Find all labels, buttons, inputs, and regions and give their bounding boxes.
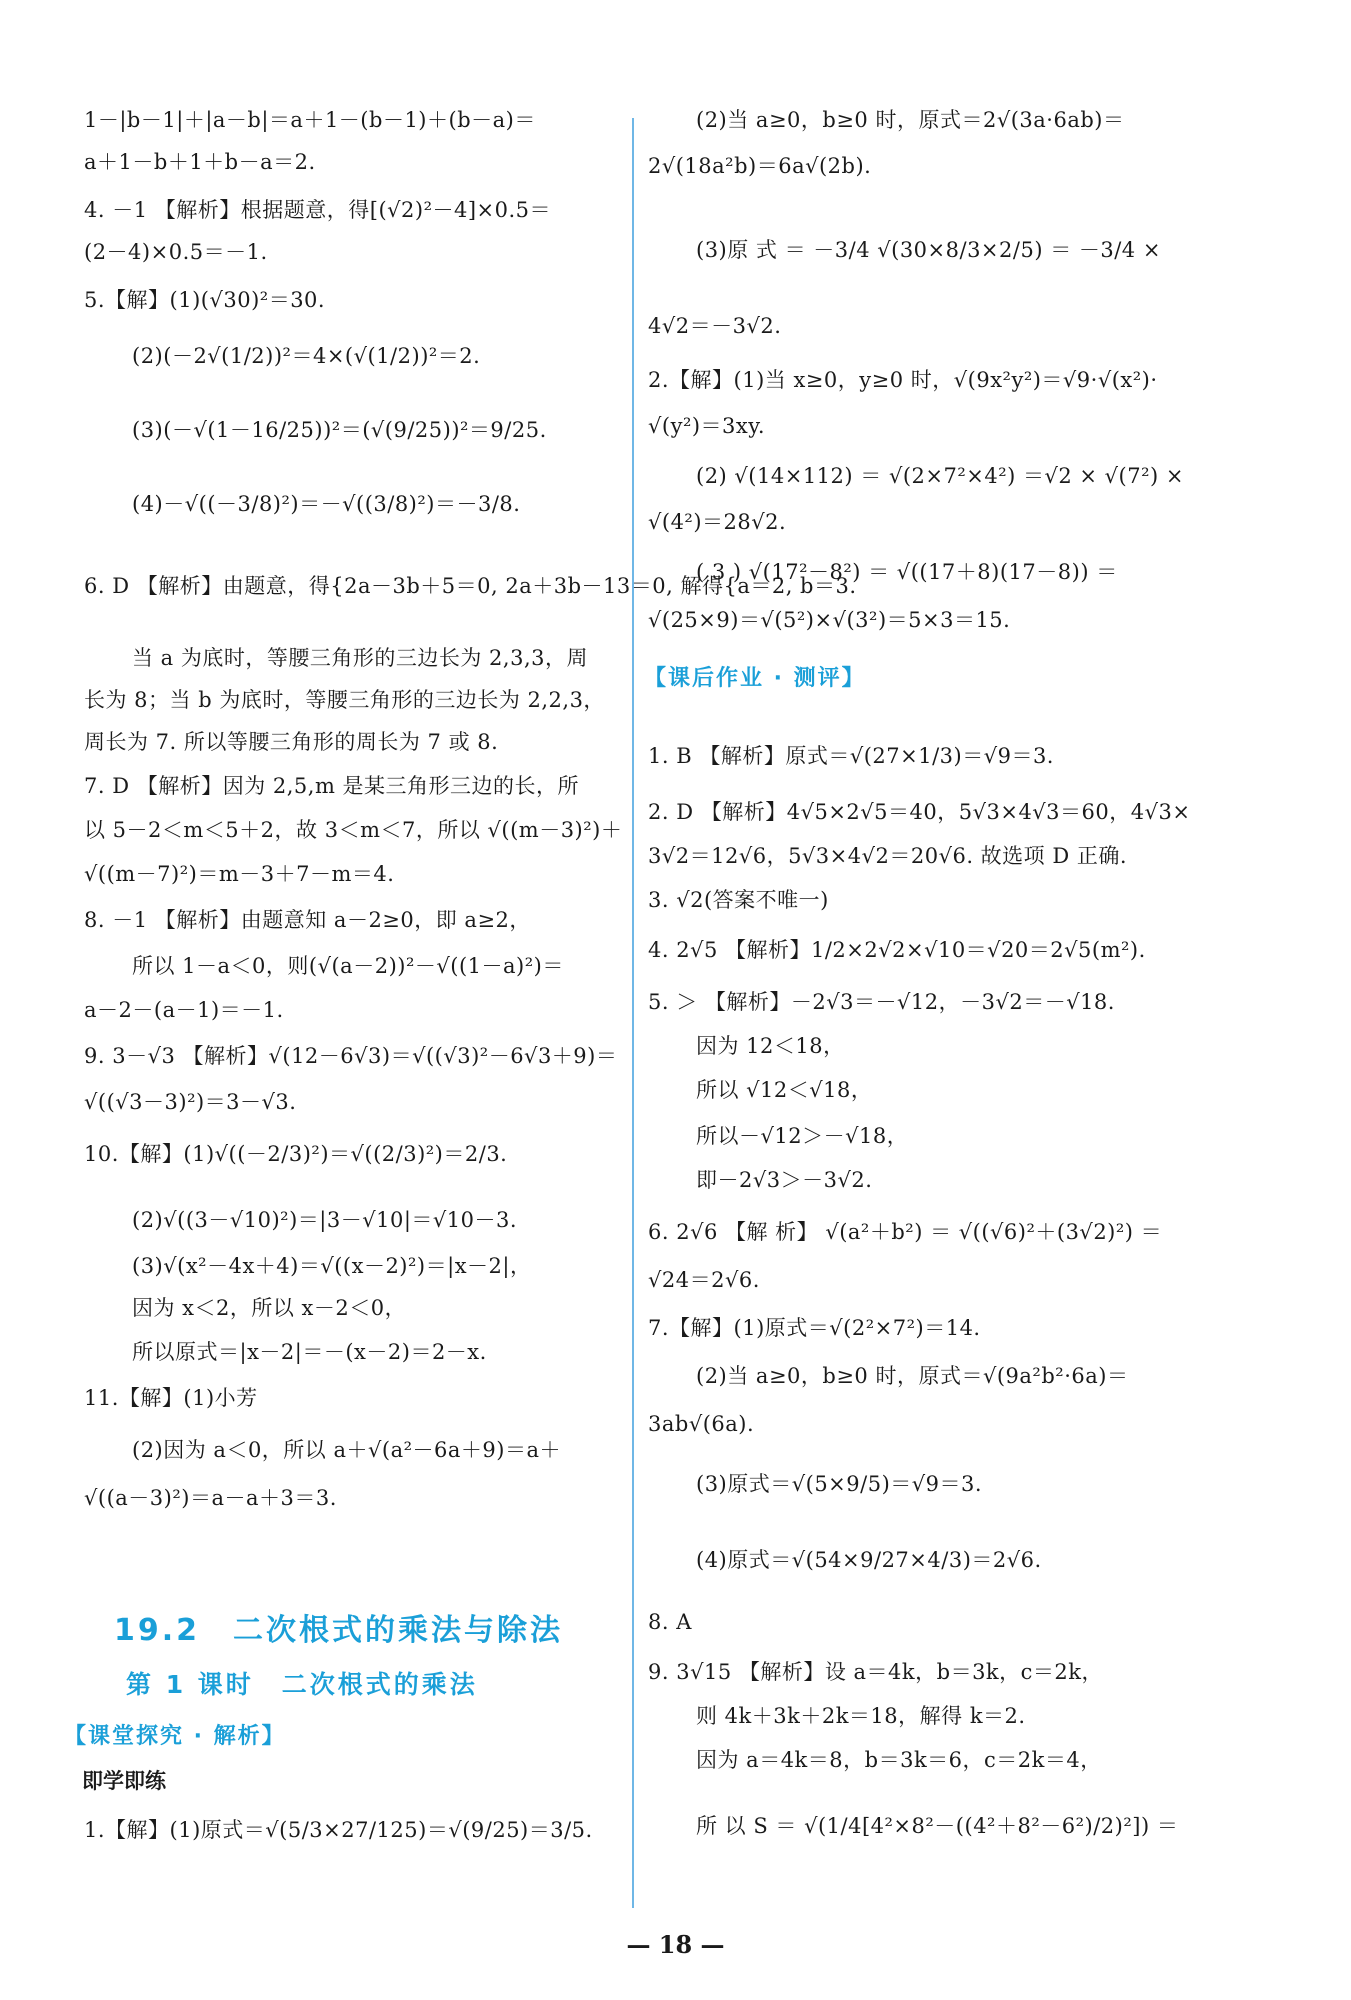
left-text-line: 周长为 7. 所以等腰三角形的周长为 7 或 8. — [84, 730, 499, 754]
right-text-line: 6. 2√6 【解 析】 √(a²＋b²) ＝ √((√6)²＋(3√2)²) ＝ — [648, 1220, 1163, 1244]
right-text-line: 4. 2√5 【解析】1/2×2√2×√10＝√20＝2√5(m²). — [648, 938, 1146, 962]
left-text-line: (4)－√((－3/8)²)＝－√((3/8)²)＝－3/8. — [132, 492, 521, 516]
right-text-line: 2. D 【解析】4√5×2√5＝40，5√3×4√3＝60，4√3× — [648, 800, 1191, 824]
left-text-line: √((m－7)²)＝m－3＋7－m＝4. — [84, 862, 395, 886]
lesson-heading: 第 1 课时 二次根式的乘法 — [126, 1670, 478, 1699]
left-text-line: (2)(－2√(1/2))²＝4×(√(1/2))²＝2. — [132, 344, 481, 368]
left-text-line: (2)因为 a＜0，所以 a＋√(a²－6a＋9)＝a＋ — [132, 1438, 561, 1462]
left-text-line: 所以 1－a＜0，则(√(a－2))²－√((1－a)²)＝ — [132, 954, 564, 978]
right-text-line: (2) √(14×112) ＝ √(2×7²×4²) ＝√2 × √(7²) × — [696, 464, 1184, 488]
left-text-line: (3)(－√(1－16/25))²＝(√(9/25))²＝9/25. — [132, 418, 547, 442]
right-text-line: (4)原式＝√(54×9/27×4/3)＝2√6. — [696, 1548, 1042, 1572]
right-text-line: 8. A — [648, 1610, 692, 1634]
left-text-line: 因为 x＜2，所以 x－2＜0， — [132, 1296, 407, 1320]
class-exploration-tag: 【课堂探究 · 解析】 — [64, 1724, 286, 1749]
right-text-line: 即－2√3＞－3√2. — [696, 1168, 873, 1192]
left-text-line: 以 5－2＜m＜5＋2，故 3＜m＜7，所以 √((m－3)²)＋ — [84, 818, 623, 842]
right-text-line: √(4²)＝28√2. — [648, 510, 787, 534]
right-text-line: (3)原式＝√(5×9/5)＝√9＝3. — [696, 1472, 983, 1496]
column-divider — [632, 118, 634, 1908]
section-heading: 19.2 二次根式的乘法与除法 — [114, 1613, 564, 1648]
right-text-line: 9. 3√15 【解析】设 a＝4k，b＝3k，c＝2k， — [648, 1660, 1104, 1684]
left-text-line: (2－4)×0.5＝－1. — [84, 240, 268, 264]
right-text-line: 所以 √12＜√18， — [696, 1078, 873, 1102]
page-number: — 18 — — [626, 1930, 725, 1959]
right-text-line: 2√(18a²b)＝6a√(2b). — [648, 154, 872, 178]
right-text-line: 3ab√(6a). — [648, 1412, 755, 1436]
practice-subheading: 即学即练 — [82, 1769, 166, 1793]
right-text-line: 2.【解】(1)当 x≥0，y≥0 时，√(9x²y²)＝√9·√(x²)· — [648, 368, 1158, 392]
left-text-line: 11.【解】(1)小芳 — [84, 1386, 258, 1410]
right-text-line: √(25×9)＝√(5²)×√(3²)＝5×3＝15. — [648, 608, 1011, 632]
left-text-line: a－2－(a－1)＝－1. — [84, 998, 284, 1022]
left-text-line: 1－|b－1|＋|a－b|＝a＋1－(b－1)＋(b－a)＝ — [84, 108, 536, 132]
right-text-line: 3. √2(答案不唯一) — [648, 888, 829, 912]
right-text-line: 则 4k＋3k＋2k＝18，解得 k＝2. — [696, 1704, 1026, 1728]
left-text-line: 当 a 为底时，等腰三角形的三边长为 2,3,3，周 — [132, 646, 588, 670]
right-text-line: 5. ＞ 【解析】－2√3＝－√12，－3√2＝－√18. — [648, 990, 1115, 1014]
right-text-line: 3√2＝12√6，5√3×4√2＝20√6. 故选项 D 正确. — [648, 844, 1128, 868]
right-text-line: 4√2＝－3√2. — [648, 314, 782, 338]
right-text-line: 7.【解】(1)原式＝√(2²×7²)＝14. — [648, 1316, 981, 1340]
left-text-line: 长为 8；当 b 为底时，等腰三角形的三边长为 2,2,3， — [84, 688, 605, 712]
right-text-line: (2)当 a≥0，b≥0 时，原式＝√(9a²b²·6a)＝ — [696, 1364, 1129, 1388]
right-text-line: 所以－√12＞－√18， — [696, 1124, 909, 1148]
left-text-line: 5.【解】(1)(√30)²＝30. — [84, 288, 326, 312]
right-text-line: 因为 a＝4k＝8，b＝3k＝6，c＝2k＝4， — [696, 1748, 1102, 1772]
left-text-line: 所以原式＝|x－2|＝－(x－2)＝2－x. — [132, 1340, 487, 1364]
right-text-line: 1. B 【解析】原式＝√(27×1/3)＝√9＝3. — [648, 744, 1054, 768]
left-text-line: (3)√(x²－4x＋4)＝√((x－2)²)＝|x－2|， — [132, 1254, 532, 1278]
right-text-line: (3)原 式 ＝ －3/4 √(30×8/3×2/5) ＝ －3/4 × — [696, 238, 1161, 262]
left-text-line: 7. D 【解析】因为 2,5,m 是某三角形三边的长，所 — [84, 774, 580, 798]
left-text-line: 9. 3－√3 【解析】√(12－6√3)＝√((√3)²－6√3＋9)＝ — [84, 1044, 618, 1068]
left-text-line: 10.【解】(1)√((－2/3)²)＝√((2/3)²)＝2/3. — [84, 1142, 508, 1166]
left-text-line: a＋1－b＋1＋b－a＝2. — [84, 150, 316, 174]
right-text-line: ( 3 ) √(17²－8²) ＝ √((17＋8)(17－8)) ＝ — [696, 560, 1118, 584]
left-text-line: 8. －1 【解析】由题意知 a－2≥0，即 a≥2， — [84, 908, 531, 932]
right-text-line: √(y²)＝3xy. — [648, 414, 766, 438]
left-text-line: 1.【解】(1)原式＝√(5/3×27/125)＝√(9/25)＝3/5. — [84, 1818, 593, 1842]
right-text-line: √24＝2√6. — [648, 1268, 760, 1292]
left-text-line: 4. －1 【解析】根据题意，得[(√2)²－4]×0.5＝ — [84, 198, 552, 222]
left-text-line: √((√3－3)²)＝3－√3. — [84, 1090, 297, 1114]
left-text-line: 6. D 【解析】由题意，得{2a－3b＋5＝0, 2a＋3b－13＝0, 解得{a＝2, b＝3. — [84, 574, 857, 598]
left-text-line: (2)√((3－√10)²)＝|3－√10|＝√10－3. — [132, 1208, 518, 1232]
right-text-line: (2)当 a≥0，b≥0 时，原式＝2√(3a·6ab)＝ — [696, 108, 1125, 132]
right-text-line: 因为 12＜18， — [696, 1034, 845, 1058]
left-text-line: √((a－3)²)＝a－a＋3＝3. — [84, 1486, 337, 1510]
homework-tag: 【课后作业 · 测评】 — [644, 666, 866, 691]
right-text-line: 所 以 S ＝ √(1/4[4²×8²－((4²＋8²－6²)/2)²]) ＝ — [696, 1814, 1179, 1838]
